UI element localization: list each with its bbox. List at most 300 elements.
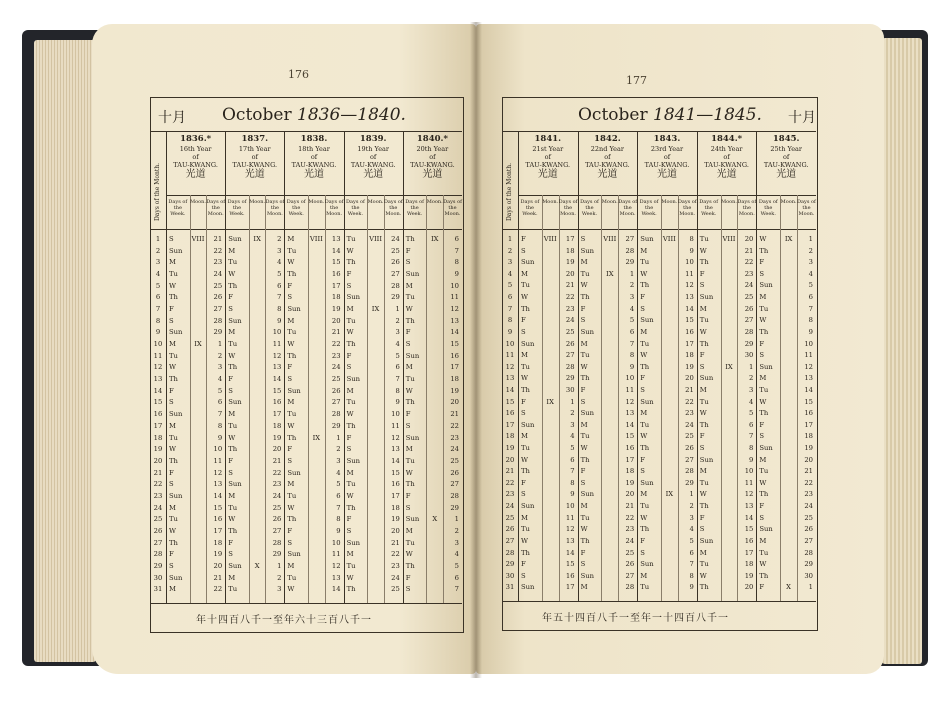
table-cell: S <box>346 445 352 454</box>
table-cell: 2 <box>749 374 754 383</box>
table-cell: W <box>699 327 707 336</box>
year-header-line3: TAU-KWANG. <box>291 161 337 169</box>
day-of-month: 11 <box>153 351 163 360</box>
table-cell: 26 <box>565 339 575 348</box>
table-cell: M <box>405 363 413 372</box>
title-range: 1841—1845. <box>653 105 762 125</box>
table-cell: W <box>759 316 767 325</box>
table-cell: 27 <box>565 351 575 360</box>
table-cell: Sun <box>521 502 535 511</box>
sub-header: Days of the Moon. <box>443 199 462 217</box>
table-cell: 26 <box>744 304 754 313</box>
table-cell: 21 <box>625 502 635 511</box>
day-of-month: 22 <box>505 478 515 487</box>
year-header <box>637 135 697 179</box>
table-cell: 24 <box>804 502 813 511</box>
table-cell: S <box>699 525 705 534</box>
year-header-line3: TAU-KWANG. <box>350 161 396 169</box>
table-cell: W <box>699 246 707 255</box>
day-of-month: 22 <box>153 480 163 489</box>
year-header <box>225 135 284 179</box>
table-cell: M <box>228 573 236 582</box>
table-cell: Th <box>228 281 238 290</box>
table-cell: Tu <box>228 421 238 430</box>
table-cell: 22 <box>272 468 282 477</box>
table-cell: 2 <box>689 502 694 511</box>
table-cell: IX <box>606 269 614 278</box>
table-cell: 10 <box>565 502 575 511</box>
table-title <box>578 105 762 125</box>
table-cell: Tu <box>346 235 356 243</box>
day-of-month: 16 <box>505 409 515 418</box>
table-cell: 2 <box>570 409 575 418</box>
year-header-line3: TAU-KWANG. <box>232 161 278 169</box>
table-cell: 22 <box>804 478 813 487</box>
table-cell: F <box>521 316 526 325</box>
table-cell: F <box>287 526 293 535</box>
table-cell: Tu <box>346 480 356 489</box>
table-cell: 9 <box>336 526 341 535</box>
year-header <box>166 135 225 179</box>
table-cell: M <box>699 548 707 557</box>
table-cell: 28 <box>213 316 223 325</box>
table-cell: 6 <box>277 281 282 290</box>
table-cell: Th <box>346 258 356 267</box>
table-cell: 17 <box>272 410 282 419</box>
table-cell: 12 <box>625 397 635 406</box>
table-cell: 27 <box>331 398 341 407</box>
table-cell: 28 <box>391 281 400 290</box>
table-cell: 24 <box>565 316 575 325</box>
table-cell: S <box>287 538 293 547</box>
table-cell: F <box>699 351 705 360</box>
table-cell: F <box>169 386 174 395</box>
day-of-month: 18 <box>505 432 515 441</box>
table-cell: S <box>699 444 705 453</box>
day-of-month: 1 <box>155 235 161 243</box>
year-header-line2: of <box>251 153 258 161</box>
table-cell: S <box>759 432 765 441</box>
sub-header: Days of the Week. <box>639 199 659 217</box>
year-header <box>284 135 343 179</box>
table-cell: F <box>228 538 233 547</box>
table-cell: 25 <box>685 432 694 441</box>
table-cell: 18 <box>213 538 223 547</box>
table-cell: 1 <box>629 269 635 278</box>
table-cell: Th <box>640 444 650 453</box>
table-cell: W <box>699 490 707 499</box>
day-of-month: 16 <box>153 410 163 419</box>
table-cell: W <box>640 269 648 278</box>
title-rule <box>502 131 816 132</box>
table-cell: W <box>228 351 236 360</box>
table-cell: M <box>580 502 588 511</box>
table-cell: Th <box>521 548 530 557</box>
table-cell: 17 <box>213 526 223 535</box>
sub-header: Moon. <box>189 199 206 205</box>
subheader-rule <box>150 229 462 230</box>
table-cell: 10 <box>213 445 223 454</box>
table-cell: M <box>640 246 648 255</box>
day-of-month: 17 <box>153 421 163 430</box>
table-cell: W <box>346 573 354 582</box>
chinese-month: 十月 <box>158 110 186 126</box>
table-cell: 23 <box>450 433 459 442</box>
table-cell: Th <box>405 235 415 243</box>
subheader-rule <box>502 229 816 230</box>
year-header-line3: TAU-KWANG. <box>644 161 690 169</box>
table-cell: Sun <box>759 281 773 290</box>
table-cell: 1 <box>336 433 341 442</box>
sub-header: Moon. <box>601 199 618 205</box>
table-cell: 29 <box>685 478 694 487</box>
table-cell: S <box>521 327 526 336</box>
sub-header: Days of the Week. <box>346 199 365 217</box>
day-of-month: 15 <box>153 398 163 407</box>
table-cell: 4 <box>629 304 635 313</box>
table-cell: 19 <box>565 258 575 267</box>
table-cell: 27 <box>625 235 635 243</box>
table-cell: Th <box>287 270 297 279</box>
table-cell: 5 <box>454 561 459 570</box>
table-cell: Sun <box>580 327 595 336</box>
table-cell: 6 <box>454 235 459 243</box>
table-cell: 28 <box>450 491 459 500</box>
table-cell: Sun <box>580 246 595 255</box>
table-cell: 30 <box>565 385 575 394</box>
table-cell: Sun <box>580 490 595 499</box>
table-cell: F <box>521 560 526 569</box>
table-cell: Tu <box>405 293 415 302</box>
table-cell: Th <box>346 585 356 594</box>
day-of-month: 30 <box>505 571 515 580</box>
table-cell: IX <box>546 397 554 406</box>
table-cell: Sun <box>640 397 654 406</box>
table-cell: Sun <box>521 258 535 267</box>
table-cell: F <box>228 456 233 465</box>
table-cell: VIII <box>722 235 736 243</box>
table-cell: 1 <box>395 305 400 314</box>
table-cell: 11 <box>272 340 282 349</box>
book-spine <box>470 22 482 678</box>
table-cell: 18 <box>744 560 754 569</box>
table-cell: 21 <box>213 573 223 582</box>
table-cell: Tu <box>640 420 650 429</box>
table-cell: 10 <box>744 467 754 476</box>
table-footer: 年五十四百八千一至年一十四百八千一 <box>542 613 729 624</box>
table-cell: W <box>640 351 648 360</box>
table-cell: 25 <box>450 456 459 465</box>
table-cell: W <box>287 258 295 267</box>
table-cell: S <box>228 550 233 559</box>
year-header-line1: 16th Year <box>179 145 212 153</box>
table-cell: S <box>287 293 293 302</box>
year-header-line1: 24th Year <box>710 145 743 153</box>
table-cell: 10 <box>685 258 694 267</box>
year-header <box>403 135 462 179</box>
table-cell: W <box>287 585 295 594</box>
table-cell: 23 <box>565 304 575 313</box>
table-cell: S <box>580 397 586 406</box>
table-cell: 28 <box>565 362 575 371</box>
table-cell: 3 <box>689 513 694 522</box>
table-cell: X <box>432 515 438 524</box>
table-cell: 4 <box>570 432 575 441</box>
day-of-month: 4 <box>155 270 161 279</box>
table-cell: 9 <box>629 362 635 371</box>
table-cell: 18 <box>804 432 813 441</box>
table-cell: Tu <box>405 375 415 384</box>
table-cell: 20 <box>213 561 223 570</box>
table-cell: W <box>759 397 767 406</box>
table-cell: 28 <box>625 246 635 255</box>
table-cell: Sun <box>699 293 714 302</box>
table-cell: 14 <box>565 548 575 557</box>
year-header-line2: of <box>192 153 199 161</box>
day-of-month: 28 <box>153 550 163 559</box>
year-header-year: 1845. <box>772 134 800 144</box>
table-cell: F <box>405 328 411 337</box>
table-cell: M <box>405 445 413 454</box>
table-cell: 5 <box>689 536 694 545</box>
table-cell: 2 <box>454 526 459 535</box>
year-header-year: 1844.* <box>711 134 743 144</box>
sub-header: Days of the Week. <box>520 199 540 217</box>
day-of-month: 23 <box>505 490 515 499</box>
table-cell: 26 <box>213 293 223 302</box>
table-cell: 21 <box>213 235 223 243</box>
table-cell: 3 <box>454 538 459 547</box>
day-of-month: 2 <box>507 246 513 255</box>
table-cell: Tu <box>346 316 356 325</box>
table-cell: 27 <box>685 455 694 464</box>
sub-header: Moon. <box>426 199 443 205</box>
table-cell: 13 <box>331 573 341 582</box>
table-cell: Tu <box>169 433 178 442</box>
year-header-line2: of <box>370 153 377 161</box>
year-header <box>697 135 757 179</box>
table-cell: 28 <box>685 467 694 476</box>
table-cell: 4 <box>277 258 282 267</box>
table-cell: F <box>405 491 411 500</box>
table-cell: 6 <box>629 327 635 336</box>
table-cell: Tu <box>287 246 297 255</box>
table-cell: 29 <box>744 339 754 348</box>
year-header-cn: 光道 <box>776 169 797 180</box>
table-cell: 7 <box>808 304 813 313</box>
table-cell: 2 <box>336 445 341 454</box>
table-cell: Tu <box>521 362 530 371</box>
table-cell: 17 <box>565 235 575 243</box>
day-of-month: 9 <box>155 328 161 337</box>
sub-header: Moon. <box>780 199 797 205</box>
table-cell: 16 <box>391 480 400 489</box>
day-of-month: 2 <box>155 246 161 255</box>
table-cell: 2 <box>629 281 635 290</box>
year-header <box>344 135 403 179</box>
table-cell: 15 <box>391 468 400 477</box>
table-cell: M <box>640 327 648 336</box>
table-cell: 1 <box>808 583 813 592</box>
table-cell: W <box>580 362 588 371</box>
table-cell: 7 <box>336 503 341 512</box>
table-cell: Tu <box>346 561 356 570</box>
table-cell: 20 <box>565 269 575 278</box>
table-cell: S <box>228 305 233 314</box>
year-header-line1: 20th Year <box>416 145 449 153</box>
table-cell: M <box>346 305 354 314</box>
table-cell: 20 <box>625 490 635 499</box>
year-header-line3: TAU-KWANG. <box>410 161 455 169</box>
table-cell: Tu <box>287 573 297 582</box>
table-cell: 11 <box>625 385 635 394</box>
table-cell: W <box>521 293 528 302</box>
table-cell: 29 <box>625 258 635 267</box>
day-of-month: 30 <box>153 573 163 582</box>
day-of-month: 24 <box>505 502 515 511</box>
table-cell: 4 <box>689 525 694 534</box>
table-cell: 17 <box>804 420 813 429</box>
table-cell: 28 <box>804 548 813 557</box>
year-header-year: 1839. <box>359 134 387 144</box>
table-cell: 14 <box>625 420 635 429</box>
table-cell: Tu <box>699 478 709 487</box>
table-cell: VIII <box>543 235 557 243</box>
table-cell: F <box>346 351 352 360</box>
table-cell: 9 <box>454 270 459 279</box>
day-of-month: 21 <box>153 468 163 477</box>
table-cell: 8 <box>749 444 754 453</box>
table-cell: Tu <box>640 583 650 592</box>
table-cell: Sun <box>346 293 361 302</box>
table-cell: 19 <box>744 571 754 580</box>
table-cell: 7 <box>570 467 575 476</box>
day-of-month: 7 <box>155 305 161 314</box>
table-cell: W <box>759 560 767 569</box>
table-cell: Tu <box>521 281 530 290</box>
table-cell: 15 <box>804 397 813 406</box>
day-of-month: 25 <box>153 515 163 524</box>
table-cell: 10 <box>272 328 282 337</box>
table-cell: S <box>580 316 586 325</box>
table-cell: W <box>640 513 648 522</box>
table-cell: IX <box>194 340 202 349</box>
table-cell: 15 <box>625 432 635 441</box>
table-cell: 17 <box>685 339 694 348</box>
table-cell: S <box>405 503 411 512</box>
table-cell: Th <box>346 340 356 349</box>
table-cell: W <box>759 235 767 243</box>
table-cell: Sun <box>287 305 301 314</box>
table-cell: Th <box>521 385 530 394</box>
table-cell: 11 <box>565 513 575 522</box>
table-cell: 9 <box>277 316 282 325</box>
table-cell: 20 <box>804 455 813 464</box>
table-cell: 15 <box>565 560 575 569</box>
table-cell: VIII <box>369 235 383 243</box>
table-cell: 13 <box>744 502 754 511</box>
table-cell: 2 <box>217 351 223 360</box>
table-cell: 30 <box>744 351 754 360</box>
table-cell: 5 <box>217 386 223 395</box>
table-cell: 14 <box>331 585 341 594</box>
table-cell: 19 <box>685 362 694 371</box>
table-cell: S <box>346 363 352 372</box>
year-header-line1: 21st Year <box>532 145 564 153</box>
table-cell: W <box>228 433 236 442</box>
year-header-line1: 19th Year <box>357 145 390 153</box>
table-cell: 5 <box>629 316 635 325</box>
table-cell: M <box>346 468 354 477</box>
table-cell: 2 <box>395 316 400 325</box>
table-cell: 21 <box>272 456 282 465</box>
sub-header: Days of the Moon. <box>265 199 285 217</box>
table-cell: Tu <box>699 316 709 325</box>
table-cell: Th <box>759 409 769 418</box>
table-cell: S <box>759 351 765 360</box>
day-of-month: 21 <box>505 467 515 476</box>
table-cell: 5 <box>749 409 754 418</box>
table-cell: 12 <box>272 351 282 360</box>
table-cell: 26 <box>685 444 694 453</box>
table-cell: Th <box>287 515 297 524</box>
table-cell: IX <box>253 235 261 243</box>
year-header-cn: 光道 <box>244 169 265 180</box>
table-cell: 4 <box>336 468 341 477</box>
table-cell: M <box>228 246 236 255</box>
table-cell: Th <box>169 456 178 465</box>
table-cell: F <box>759 502 765 511</box>
table-cell: 12 <box>213 468 223 477</box>
table-cell: Sun <box>405 515 420 524</box>
table-cell: 25 <box>391 246 400 255</box>
table-cell: 14 <box>391 456 400 465</box>
table-cell: 13 <box>213 480 223 489</box>
year-header-line3: TAU-KWANG. <box>525 161 571 169</box>
year-header-year: 1836.* <box>180 134 212 144</box>
year-header-year: 1840.* <box>416 134 448 144</box>
table-cell: F <box>580 548 586 557</box>
table-cell: 8 <box>629 351 635 360</box>
sub-header: Days of the Moon. <box>206 199 226 217</box>
table-cell: M <box>405 281 413 290</box>
table-cell: 10 <box>625 374 635 383</box>
table-cell: M <box>521 269 528 278</box>
table-cell: Tu <box>759 304 769 313</box>
table-cell: S <box>521 246 526 255</box>
table-cell: 8 <box>277 305 282 314</box>
table-cell: Sun <box>640 235 654 243</box>
table-cell: 4 <box>454 550 459 559</box>
table-cell: 18 <box>450 375 459 384</box>
table-cell: Sun <box>287 550 301 559</box>
sub-header: Moon. <box>308 199 325 205</box>
table-cell: Th <box>287 433 297 442</box>
table-cell: M <box>287 235 295 243</box>
table-cell: 6 <box>808 293 813 302</box>
year-header-cn: 光道 <box>716 169 737 180</box>
footer-rule <box>502 601 816 602</box>
year-header-line1: 18th Year <box>298 145 330 153</box>
table-cell: 10 <box>450 281 459 290</box>
table-cell: 9 <box>570 490 575 499</box>
table-cell: 25 <box>804 513 813 522</box>
year-header-line3: TAU-KWANG. <box>704 161 749 169</box>
table-cell: W <box>405 305 413 314</box>
table-cell: Th <box>759 571 769 580</box>
table-cell: 13 <box>565 536 575 545</box>
table-cell: 12 <box>331 561 341 570</box>
